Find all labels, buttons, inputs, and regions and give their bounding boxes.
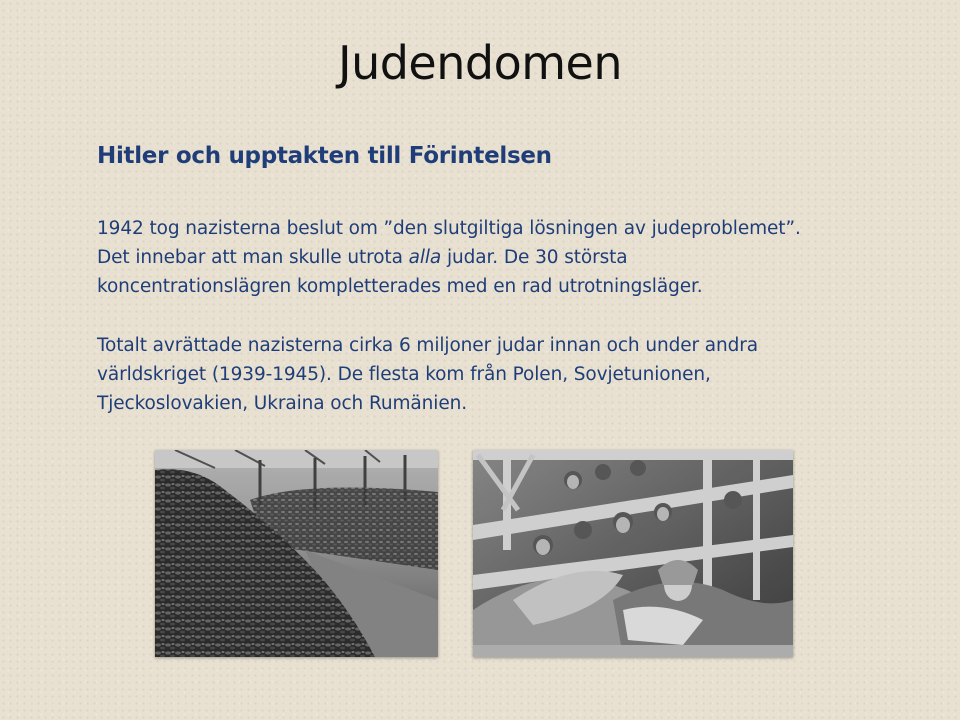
paragraph-1-text-end: judar. De 30 största koncentrationslägren kompletterades med en rad utrotningsläger. (97, 247, 703, 297)
paragraph-1-emphasis: alla (408, 247, 442, 268)
barracks-prisoners-photo (473, 450, 793, 657)
shoe-pile-photo (155, 450, 438, 657)
slide-subtitle: Hitler och upptakten till Förintelsen (97, 143, 552, 169)
slide-title: Judendomen (338, 36, 622, 90)
paragraph-1-text: 1942 tog nazisterna beslut om ”den slutgiltiga lösningen av judeproblemet”. Det innebar att man skulle utrota (97, 218, 801, 268)
paragraph-1 (97, 214, 817, 301)
paragraph-2: Totalt avrättade nazisterna cirka 6 miljoner judar innan och under andra världskriget (1939-1945). De flesta kom från Polen, Sovjetunionen, Tjeckoslovakien, Ukraina och Rumänien. (97, 335, 759, 414)
